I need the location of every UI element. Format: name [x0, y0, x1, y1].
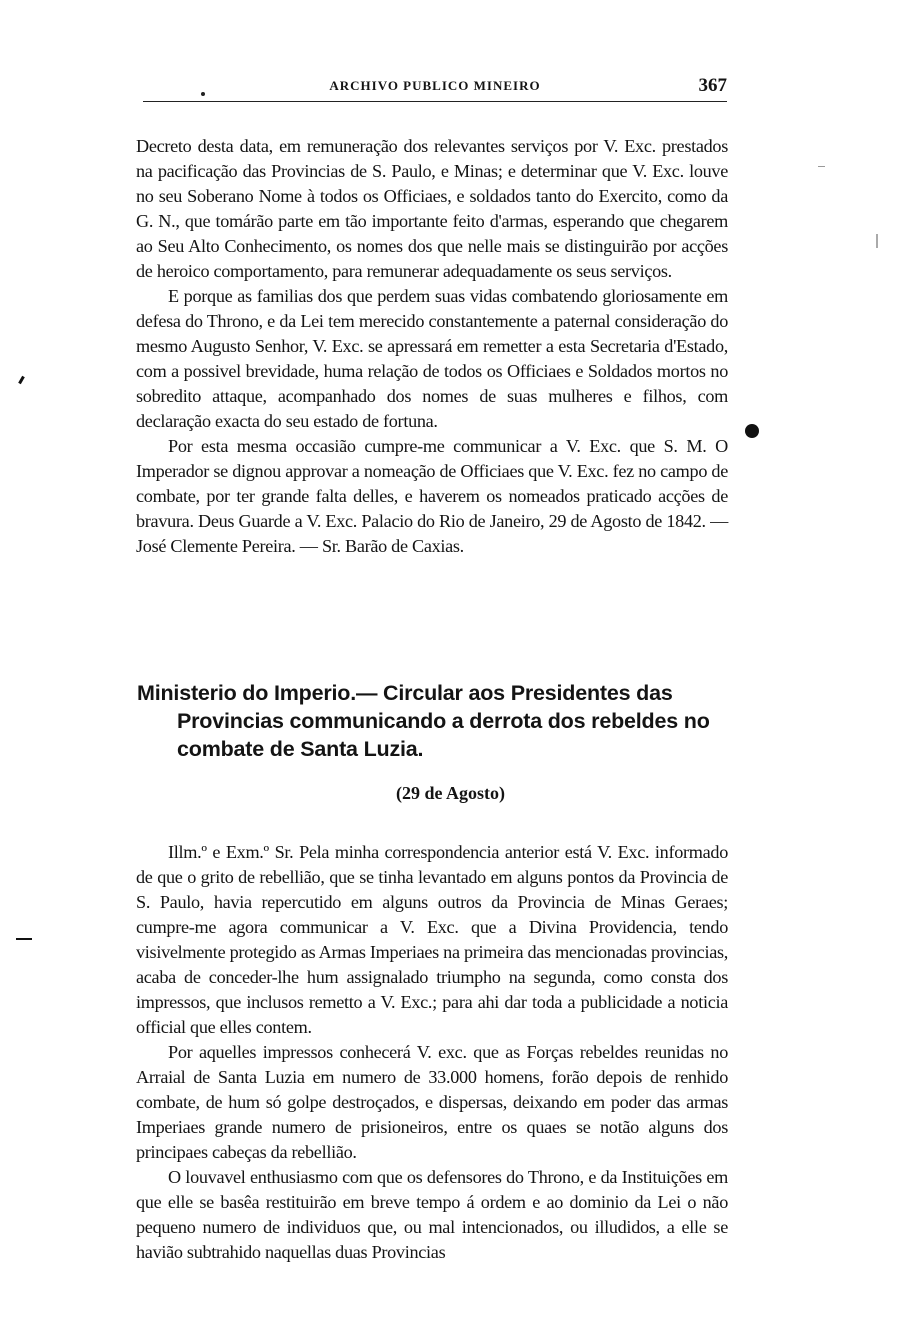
scan-speck — [818, 166, 825, 167]
ink-blot — [745, 424, 759, 438]
paragraph: Illm.º e Exm.º Sr. Pela minha correspondencia anterior está V. Exc. informado de que o grito de rebellião, que se tinha levantado em alguns pontos da Provincia de S. Paulo, havia repercutido em alguns outros da Provincia de Minas Geraes; cumpre-me agora communicar a V. Exc. que a Divina Providencia, tendo visivelmente protegido as Armas Imperiaes na primeira das mencionadas provincias, acaba de conceder-lhe hum assignalado triumpho na segunda, como consta dos impressos, que inclusos remetto a V. Exc.; para ahi dar toda a publicidade a noticia official que elles contem. — [136, 842, 728, 1037]
page-number: 367 — [698, 75, 727, 96]
section-heading: Ministerio do Imperio.— Circular aos Presidentes das Provincias communicando a derrota dos rebeldes no combate de Santa Luzia. — [137, 681, 710, 761]
paragraph: Por aquelles impressos conhecerá V. exc. que as Forças rebeldes reunidas no Arraial de Santa Luzia em numero de 33.000 homens, forão depois de renhido combate, de hum só golpe destroçados, e dispersas, deixando em poder das armas Imperiaes grande numero de prisioneiros, entre os quaes se notão alguns dos principaes cabeças da rebellião. — [136, 1042, 728, 1162]
paragraph: E porque as familias dos que perdem suas vidas combatendo gloriosamente em defesa do Throno, e da Lei tem merecido constantemente a paternal consideração do mesmo Augusto Senhor, V. Exc. se apressará em remetter a esta Secretaria d'Estado, com a possivel brevidade, huma relação de todos os Officiaes e Soldados mortos no sobredito attaque, acompanhado dos nomes de suas mulheres e filhos, com declaração exacta do seu estado de fortuna. — [136, 286, 728, 431]
header-dot — [201, 92, 205, 96]
section-date: (29 de Agosto) — [396, 783, 505, 803]
paragraph: O louvavel enthusiasmo com que os defensores do Throno, e da Instituições em que elle se basêa restituirão em breve tempo á ordem e ao dominio da Lei o não pequeno numero de individuos que, ou mal intencionados, ou illudidos, a elle se havião subtrahido naquellas duas Provincias — [136, 1167, 728, 1262]
paragraph: Por esta mesma occasião cumpre-me communicar a V. Exc. que S. M. O Imperador se dignou approvar a nomeação de Officiaes que V. Exc. fez no campo de combate, por ter grande falta delles, e haverem os nomeados praticado acções de bravura. Deus Guarde a V. Exc. Palacio do Rio de Janeiro, 29 de Agosto de 1842. — José Clemente Pereira. — Sr. Barão de Caxias. — [136, 436, 728, 556]
scan-speck — [18, 376, 25, 384]
scan-speck — [16, 938, 32, 940]
header-rule — [143, 101, 727, 102]
running-title: ARCHIVO PUBLICO MINEIRO — [329, 78, 541, 93]
letter-continuation — [136, 134, 728, 559]
paragraph: Decreto desta data, em remuneração dos relevantes serviços por V. Exc. prestados na pacificação das Provincias de S. Paulo, e Minas; e determinar que V. Exc. louve no seu Soberano Nome à todos os Officiaes, e soldados tanto do Exercito, como da G. N., que tomárão parte em tão importante feito d'armas, esperando que chegarem ao Seu Alto Conhecimento, os nomes dos que nelle mais se distinguirão por acções de heroico comportamento, para remunerar adequadamente os seus serviços. — [136, 136, 728, 281]
circular-body — [136, 840, 728, 1265]
scan-speck — [876, 234, 878, 248]
